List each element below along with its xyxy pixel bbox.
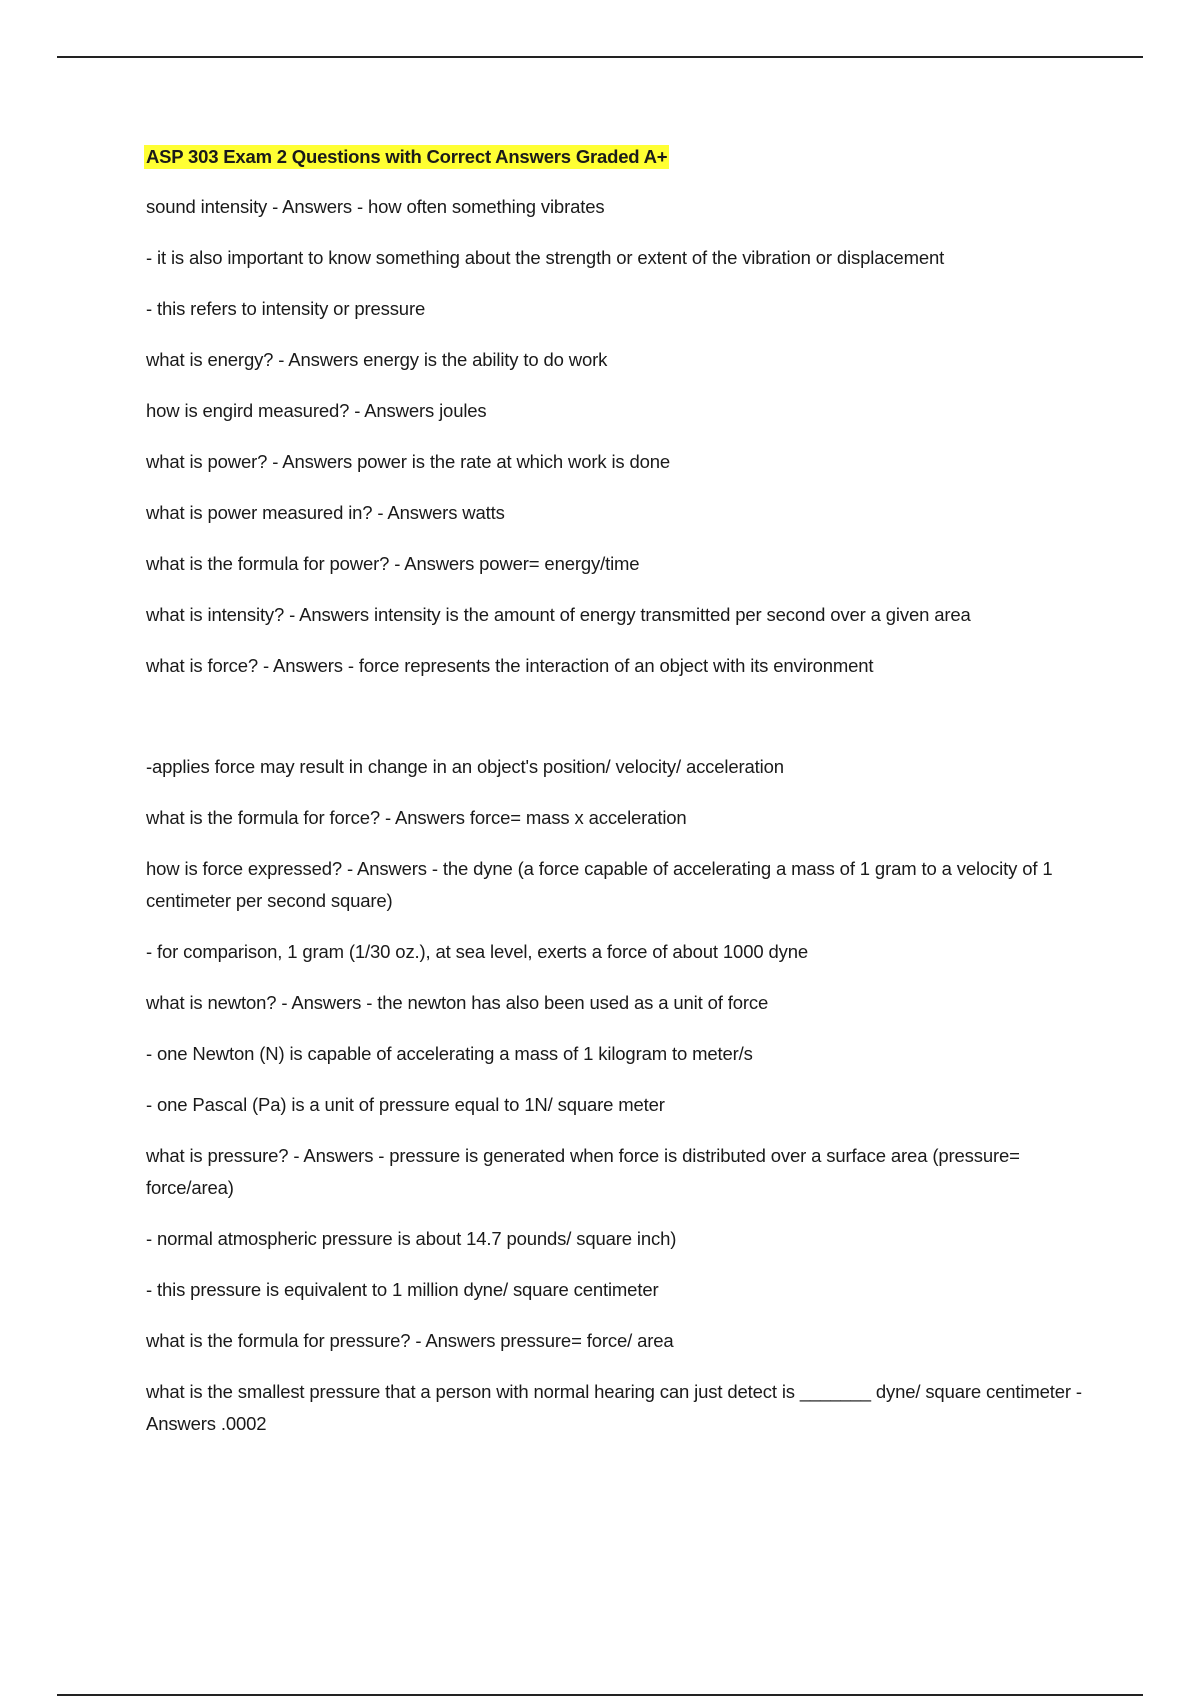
qa-line: what is pressure? - Answers - pressure is generated when force is distributed over a surface area (pressure= force/area) [146,1145,1020,1198]
qa-line: what is the formula for force? - Answers force= mass x acceleration [146,807,687,828]
qa-line: - one Newton (N) is capable of accelerating a mass of 1 kilogram to meter/s [146,1043,753,1064]
qa-line: - this pressure is equivalent to 1 million dyne/ square centimeter [146,1279,659,1300]
document-title: ASP 303 Exam 2 Questions with Correct Answers Graded A+ [146,146,668,167]
qa-line: how is force expressed? - Answers - the dyne (a force capable of accelerating a mass of 1 gram to a velocity of 1 centimeter per second square) [146,858,1053,911]
qa-line: - this refers to intensity or pressure [146,298,426,319]
qa-line: what is power measured in? - Answers watts [146,502,505,523]
qa-line: what is energy? - Answers energy is the ability to do work [146,349,608,370]
qa-line: - it is also important to know something about the strength or extent of the vibration or displacement [146,247,945,268]
qa-line: sound intensity - Answers - how often something vibrates [146,196,605,217]
qa-line: what is force? - Answers - force represents the interaction of an object with its environment [146,655,874,676]
document-body [146,145,1086,1459]
qa-line: - one Pascal (Pa) is a unit of pressure equal to 1N/ square meter [146,1094,665,1115]
qa-line: what is intensity? - Answers intensity is the amount of energy transmitted per second over a given area [146,604,971,625]
top-rule [57,56,1143,58]
qa-line: - for comparison, 1 gram (1/30 oz.), at sea level, exerts a force of about 1000 dyne [146,941,808,962]
qa-line: what is the formula for pressure? - Answers pressure= force/ area [146,1330,674,1351]
qa-list [146,191,1086,1440]
qa-line: what is newton? - Answers - the newton has also been used as a unit of force [146,992,769,1013]
qa-line: - normal atmospheric pressure is about 14.7 pounds/ square inch) [146,1228,677,1249]
bottom-rule [57,1694,1143,1696]
qa-line: what is power? - Answers power is the rate at which work is done [146,451,671,472]
qa-line: -applies force may result in change in an object's position/ velocity/ acceleration [146,756,784,777]
qa-line: what is the smallest pressure that a person with normal hearing can just detect is _______ dyne/ square centimeter - Answers .0002 [146,1381,1082,1434]
qa-line: how is engird measured? - Answers joules [146,400,487,421]
qa-line: what is the formula for power? - Answers power= energy/time [146,553,640,574]
